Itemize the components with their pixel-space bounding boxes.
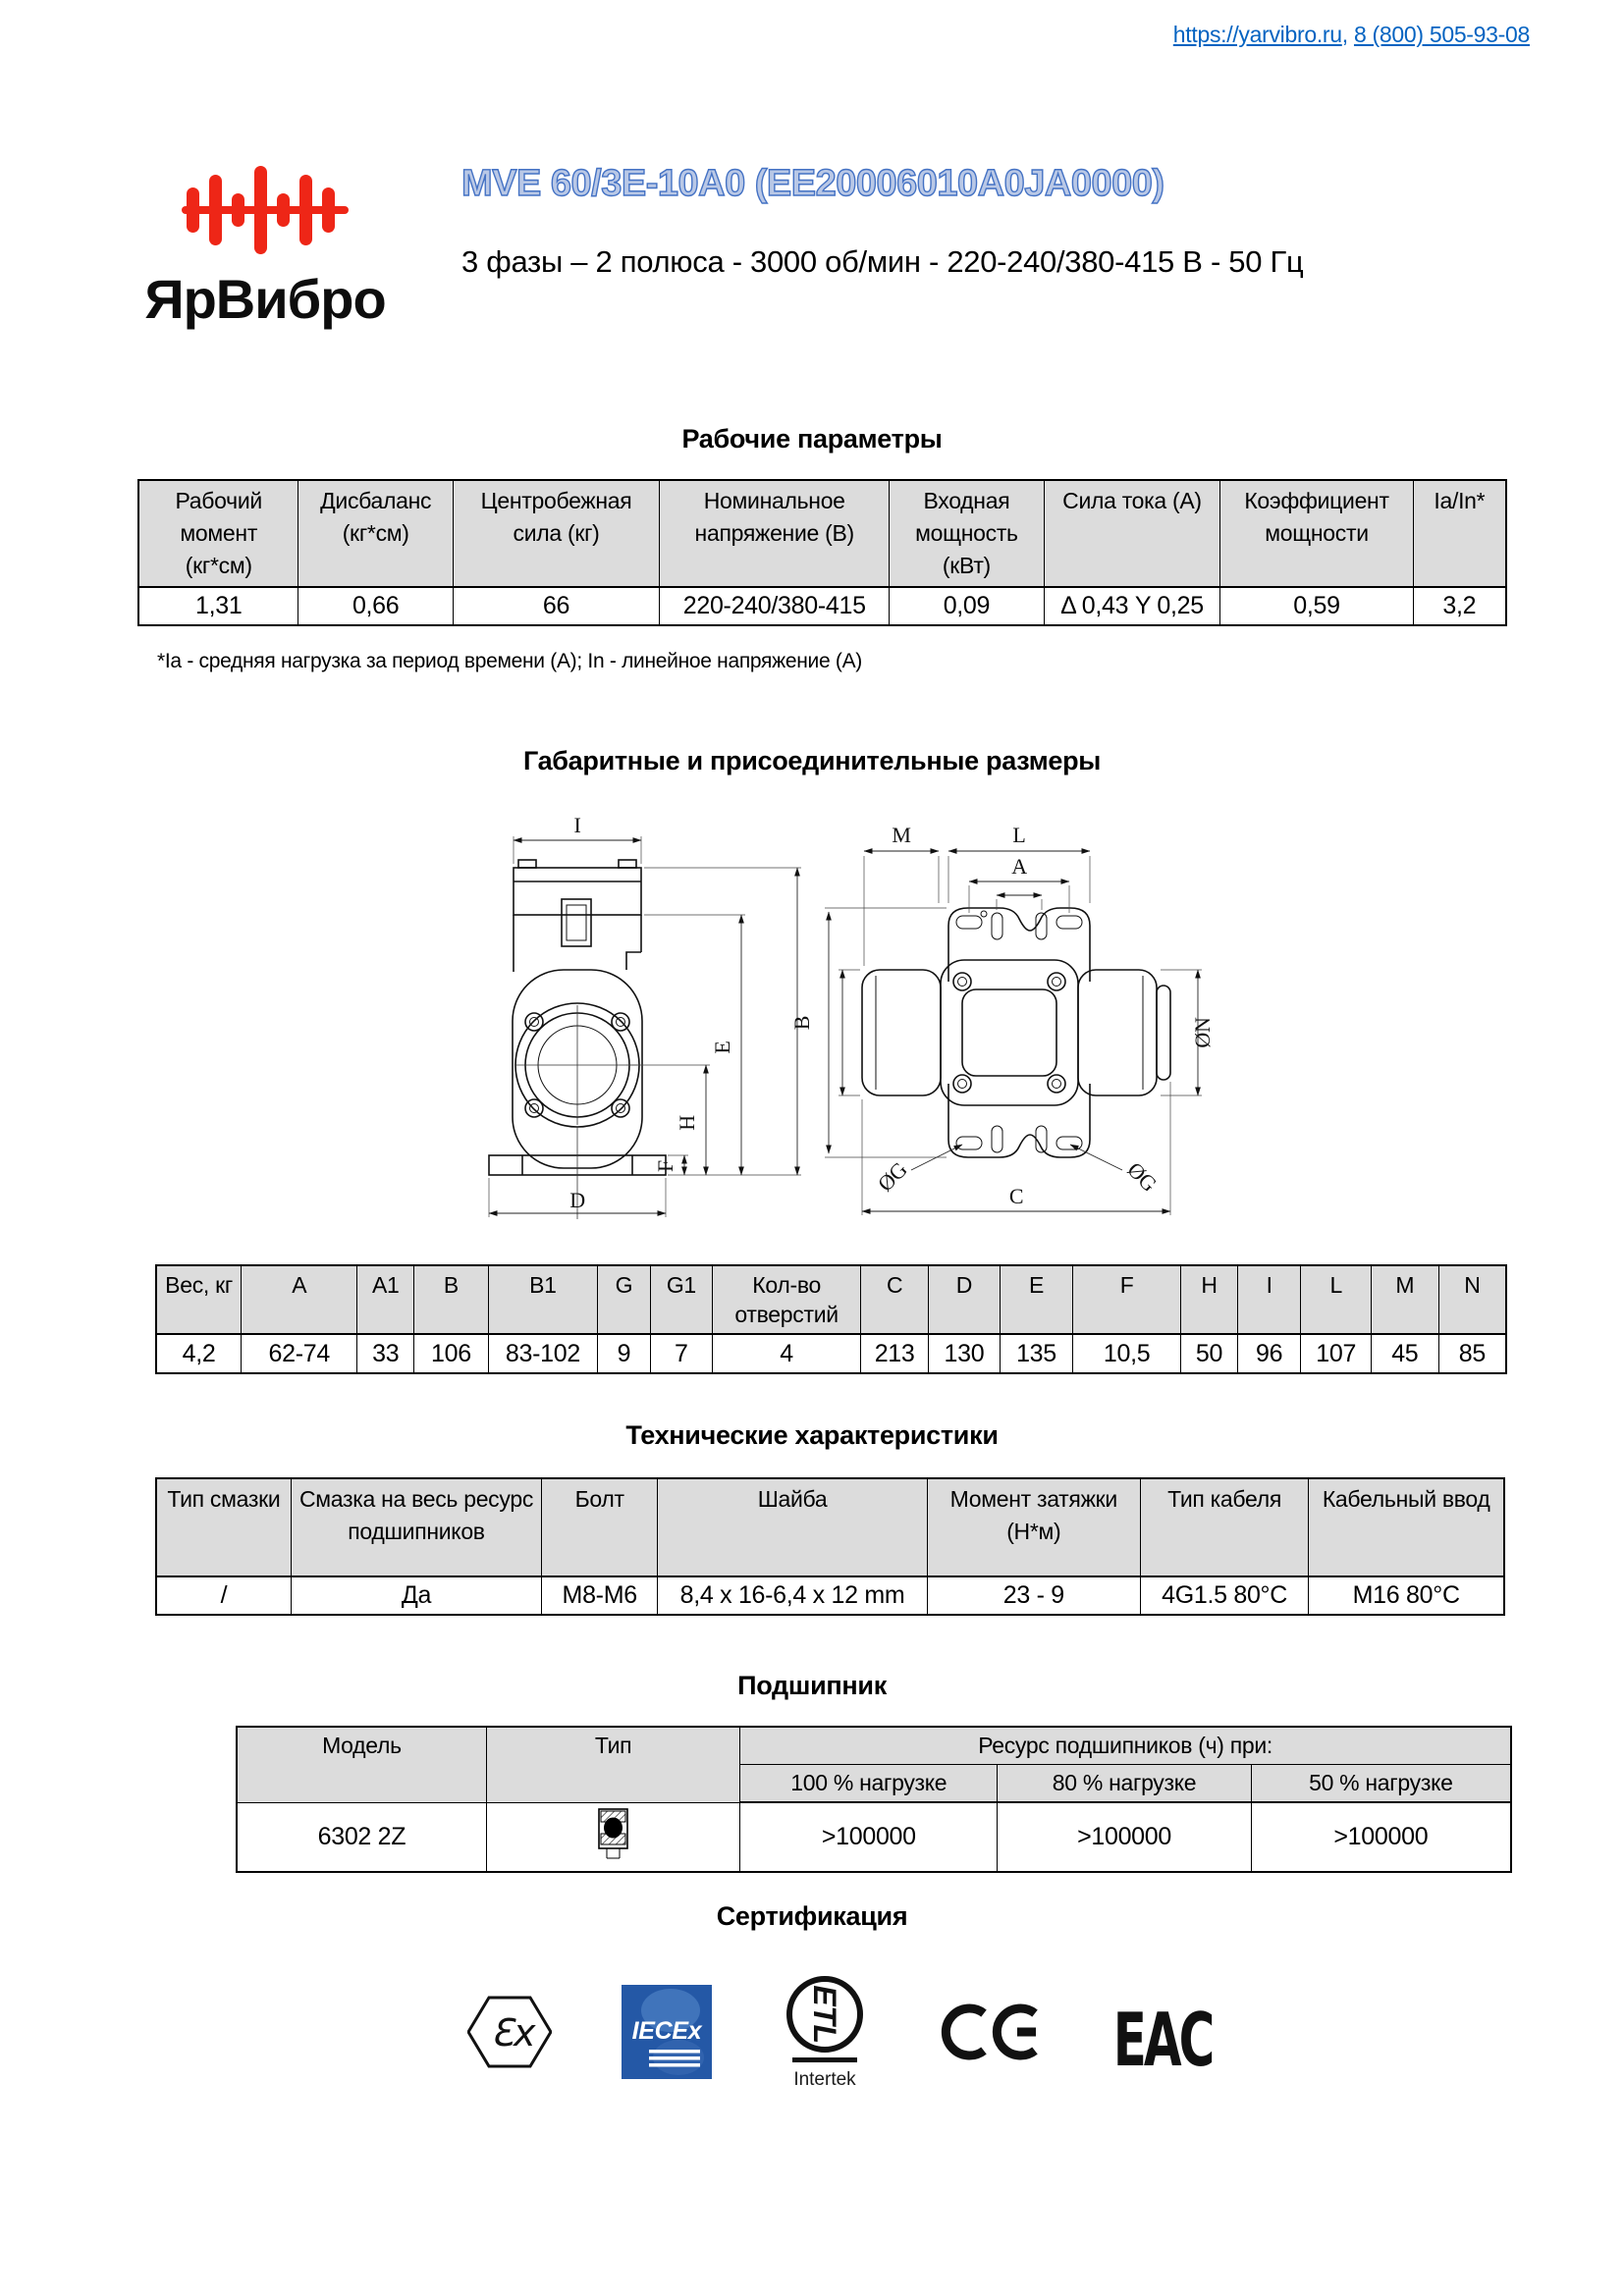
etl-icon <box>781 1973 869 2067</box>
bearing-heading: Подшипник <box>737 1671 887 1700</box>
tech-header-cell: Тип смазки <box>156 1478 291 1576</box>
tech-header-cell: Кабельный ввод <box>1309 1478 1504 1576</box>
company-logo <box>142 165 388 331</box>
dim-value-cell: 33 <box>357 1334 414 1373</box>
dim-label-F: F <box>653 1160 677 1172</box>
op-header-cell: Сила тока (А) <box>1044 480 1220 587</box>
operating-heading: Рабочие параметры <box>681 424 943 454</box>
dim-label-M: M <box>892 823 911 847</box>
front-view-drawing <box>471 817 815 1229</box>
op-header-cell: Дисбаланс (кг*см) <box>298 480 453 587</box>
dim-label-H: H <box>675 1115 699 1131</box>
dim-value-cell: 130 <box>928 1334 1000 1373</box>
op-value-cell: 0,09 <box>890 587 1044 625</box>
dim-label-L: L <box>1012 823 1026 847</box>
dim-label-D: D <box>569 1188 585 1212</box>
tech-heading: Технические характеристики <box>625 1420 999 1450</box>
product-title: MVE 60/3E-10A0 (EE20006010A0JA0000) <box>461 163 1164 204</box>
bearing-table <box>236 1726 1512 1873</box>
op-header-cell: Ia/In* <box>1413 480 1506 587</box>
dim-value-cell: 4,2 <box>156 1334 242 1373</box>
dim-header-cell: M <box>1371 1265 1438 1334</box>
dim-header-cell: B1 <box>488 1265 597 1334</box>
dim-label-B: B <box>789 1015 814 1031</box>
dim-header-cell: L <box>1301 1265 1371 1334</box>
dim-header-cell: C <box>861 1265 929 1334</box>
intertek-label: Intertek <box>793 2069 856 2090</box>
dim-value-cell: 107 <box>1301 1334 1371 1373</box>
dim-value-cell: 50 <box>1181 1334 1238 1373</box>
dim-value-cell: 85 <box>1438 1334 1506 1373</box>
dim-value-cell: 10,5 <box>1073 1334 1181 1373</box>
dim-header-cell: Кол-во отверстий <box>712 1265 860 1334</box>
dim-value-cell: 7 <box>650 1334 712 1373</box>
tech-value-cell: 8,4 x 16-6,4 x 12 mm <box>658 1576 928 1615</box>
tech-value-cell: M16 80°C <box>1309 1576 1504 1615</box>
dim-header-cell: N <box>1438 1265 1506 1334</box>
dim-value-cell: 135 <box>1000 1334 1072 1373</box>
dim-value-cell: 96 <box>1237 1334 1301 1373</box>
bearing-resource-header: Ресурс подшипников (ч) при: <box>740 1727 1511 1765</box>
op-value-cell: 0,66 <box>298 587 453 625</box>
dim-label-A: A <box>1011 854 1027 879</box>
dim-header-cell: B <box>414 1265 489 1334</box>
dim-header-cell: D <box>928 1265 1000 1334</box>
dim-label-I: I <box>573 817 581 837</box>
op-header-cell: Номинальное напряжение (В) <box>660 480 890 587</box>
atex-ex-icon <box>467 1994 552 2070</box>
eac-label: EAC <box>1112 1998 1213 2075</box>
header-links <box>1173 22 1530 48</box>
tech-header-cell: Смазка на весь ресурс подшипников <box>291 1478 541 1576</box>
dim-label-C: C <box>1008 1184 1024 1208</box>
dim-label-N: ØN <box>1190 1017 1215 1048</box>
dim-label-G-right: ØG <box>1122 1156 1163 1197</box>
bearing-life-cell: >100000 <box>740 1802 998 1872</box>
etl-label: ETL <box>807 1985 842 2044</box>
dim-header-cell: H <box>1181 1265 1238 1334</box>
bearing-type-cell <box>486 1802 739 1872</box>
title-block <box>461 163 1303 280</box>
dim-header-cell: F <box>1073 1265 1181 1334</box>
dim-header-cell: A1 <box>357 1265 414 1334</box>
bearing-load-header: 100 % нагрузке <box>740 1765 998 1803</box>
dimensions-table <box>155 1264 1507 1374</box>
bearing-cross-section-icon <box>597 1807 630 1860</box>
operating-table <box>137 479 1507 626</box>
dim-value-cell: 83-102 <box>488 1334 597 1373</box>
op-value-cell: 1,31 <box>138 587 298 625</box>
tech-value-cell: M8-M6 <box>542 1576 658 1615</box>
tech-header-cell: Тип кабеля <box>1140 1478 1309 1576</box>
dim-label-E: E <box>710 1041 734 1054</box>
dim-header-cell: Вес, кг <box>156 1265 242 1334</box>
dim-header-cell: A <box>242 1265 357 1334</box>
bearing-model-header: Модель <box>237 1727 486 1802</box>
tech-header-cell: Шайба <box>658 1478 928 1576</box>
op-value-cell: 0,59 <box>1220 587 1413 625</box>
op-value-cell: 66 <box>453 587 659 625</box>
link-separator: , <box>1341 22 1354 47</box>
bearing-model-cell: 6302 2Z <box>237 1802 486 1872</box>
bearing-type-header: Тип <box>486 1727 739 1802</box>
dim-header-cell: G1 <box>650 1265 712 1334</box>
product-subtitle: 3 фазы – 2 полюса - 3000 об/мин - 220-240/380-415 В - 50 Гц <box>461 244 1304 279</box>
dim-value-cell: 62-74 <box>242 1334 357 1373</box>
tech-value-cell: 23 - 9 <box>927 1576 1140 1615</box>
ex-label: Ɛx <box>491 2011 536 2055</box>
ce-mark-icon <box>939 2002 1041 2062</box>
op-header-cell: Рабочий момент (кг*см) <box>138 480 298 587</box>
etl-intertek-logo <box>781 1973 869 2091</box>
waveform-logo-icon <box>182 165 349 255</box>
op-value-cell: 220-240/380-415 <box>660 587 890 625</box>
dim-label-G-left: ØG <box>872 1156 912 1197</box>
dim-header-cell: I <box>1237 1265 1301 1334</box>
tech-table <box>155 1477 1505 1616</box>
bearing-life-cell: >100000 <box>998 1802 1251 1872</box>
dim-value-cell: 213 <box>861 1334 929 1373</box>
dim-value-cell: 4 <box>712 1334 860 1373</box>
dim-value-cell: 9 <box>598 1334 651 1373</box>
certification-logos <box>467 1968 1216 2096</box>
bearing-load-header: 80 % нагрузке <box>998 1765 1251 1803</box>
phone-link[interactable]: 8 (800) 505-93-08 <box>1353 22 1530 47</box>
op-header-cell: Центробежная сила (кг) <box>453 480 659 587</box>
top-view-drawing <box>813 815 1220 1247</box>
dim-header-cell: E <box>1000 1265 1072 1334</box>
op-value-cell: Δ 0,43 Y 0,25 <box>1044 587 1220 625</box>
dim-value-cell: 45 <box>1371 1334 1438 1373</box>
tech-header-cell: Момент затяжки (Н*м) <box>927 1478 1140 1576</box>
bearing-load-header: 50 % нагрузке <box>1251 1765 1511 1803</box>
website-link[interactable]: https://yarvibro.ru <box>1172 22 1342 47</box>
certification-heading: Сертификация <box>716 1901 908 1931</box>
eac-mark-icon <box>1110 1989 1216 2075</box>
operating-footnote: *Ia - средняя нагрузка за период времени (А); In - линейное напряжение (А) <box>157 650 862 672</box>
dim-value-cell: 106 <box>414 1334 489 1373</box>
bearing-life-cell: >100000 <box>1251 1802 1511 1872</box>
op-value-cell: 3,2 <box>1413 587 1506 625</box>
iecex-icon <box>622 1985 712 2079</box>
dimensions-heading: Габаритные и присоединительные размеры <box>522 746 1102 775</box>
op-header-cell: Входная мощность (кВт) <box>890 480 1044 587</box>
op-header-cell: Коэффициент мощности <box>1220 480 1413 587</box>
tech-header-cell: Болт <box>542 1478 658 1576</box>
dim-header-cell: G <box>598 1265 651 1334</box>
tech-value-cell: 4G1.5 80°C <box>1140 1576 1309 1615</box>
tech-value-cell: / <box>156 1576 291 1615</box>
brand-name: ЯрВибро <box>144 268 386 330</box>
iecex-label: IECEx <box>631 2017 701 2045</box>
tech-value-cell: Да <box>291 1576 541 1615</box>
